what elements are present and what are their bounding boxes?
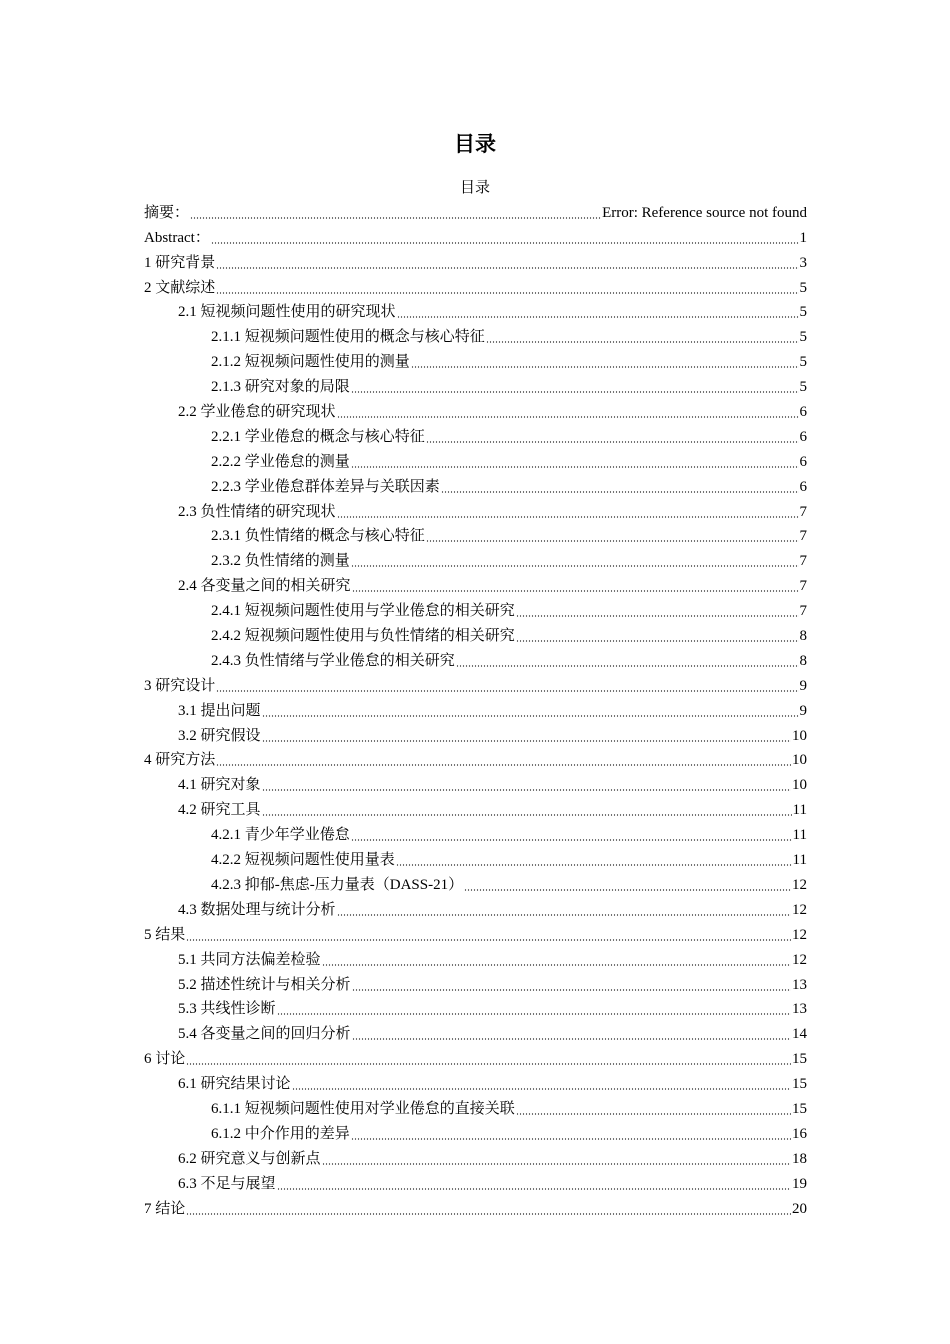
dot-leader <box>337 416 799 418</box>
toc-entry[interactable] <box>144 896 807 921</box>
dot-leader <box>351 565 799 567</box>
dot-leader <box>186 939 791 941</box>
dot-leader <box>351 839 792 841</box>
toc-entry[interactable] <box>144 771 807 796</box>
toc-entry-label: 6.1.1 短视频问题性使用对学业倦怠的直接关联 <box>211 1100 515 1117</box>
toc-entry[interactable] <box>144 697 807 722</box>
toc-entry-label: 2.2.3 学业倦怠群体差异与关联因素 <box>211 478 440 495</box>
dot-leader <box>351 1138 791 1140</box>
toc-entry-page-number: 6 <box>799 428 807 445</box>
toc-entry-label: 2.4 各变量之间的相关研究 <box>178 578 351 595</box>
toc-entry-label: 2.4.1 短视频问题性使用与学业倦怠的相关研究 <box>211 603 515 620</box>
dot-leader <box>426 540 799 542</box>
toc-entry-page-number: 13 <box>792 1001 807 1018</box>
toc-entry[interactable] <box>144 473 807 498</box>
dot-leader <box>277 1188 791 1190</box>
dot-leader <box>464 889 791 891</box>
toc-entry-label: 5.4 各变量之间的回归分析 <box>178 1026 351 1043</box>
toc-entry-label: 4.2.3 抑郁-焦虑-压力量表（DASS-21） <box>211 876 464 893</box>
dot-leader <box>337 914 791 916</box>
toc-entry-page-number: 12 <box>792 951 807 968</box>
toc-entry-page-number: 12 <box>792 901 807 918</box>
toc-entry-page-number: 1 <box>799 229 807 246</box>
toc-entry-page-number: 20 <box>792 1200 807 1217</box>
toc-entry-label: 3.1 提出问题 <box>178 702 261 719</box>
toc-entry[interactable] <box>144 448 807 473</box>
dot-leader <box>456 665 799 667</box>
dot-leader <box>292 1088 791 1090</box>
toc-entry-page-number: 5 <box>799 329 807 346</box>
toc-entry[interactable] <box>144 199 807 224</box>
toc-entry-label: 摘要： <box>144 204 190 221</box>
toc-entry[interactable] <box>144 224 807 249</box>
toc-entry-label: 2.3.1 负性情绪的概念与核心特征 <box>211 528 425 545</box>
toc-entry[interactable] <box>144 423 807 448</box>
toc-entry-label: 6.1.2 中介作用的差异 <box>211 1125 350 1142</box>
dot-leader <box>216 292 798 294</box>
toc-entry[interactable] <box>144 996 807 1021</box>
toc-entry-label: 4 研究方法 <box>144 752 216 769</box>
toc-entry-page-number: 5 <box>799 279 807 296</box>
toc-entry-label: 5.1 共同方法偏差检验 <box>178 951 321 968</box>
toc-entry-label: 1 研究背景 <box>144 254 216 271</box>
toc-entry-page-number: Error: Reference source not found <box>602 204 807 221</box>
toc-entry-label: 2.1 短视频问题性使用的研究现状 <box>178 304 396 321</box>
dot-leader <box>322 1163 791 1165</box>
toc-entry-label: 2.1.1 短视频问题性使用的概念与核心特征 <box>211 329 485 346</box>
toc-entry-label: 2.4.2 短视频问题性使用与负性情绪的相关研究 <box>211 628 515 645</box>
toc-entry-page-number: 13 <box>792 976 807 993</box>
toc-entry[interactable] <box>144 871 807 896</box>
toc-entry-page-number: 9 <box>799 677 807 694</box>
toc-entry-label: 2.1.3 研究对象的局限 <box>211 379 350 396</box>
toc-entry-label: 4.2.2 短视频问题性使用量表 <box>211 852 395 869</box>
dot-leader <box>216 764 791 766</box>
toc-entry[interactable] <box>144 274 807 299</box>
dot-leader <box>351 466 799 468</box>
toc-entry-page-number: 7 <box>799 603 807 620</box>
dot-leader <box>211 242 799 244</box>
dot-leader <box>262 789 791 791</box>
toc-entry-label: 5.3 共线性诊断 <box>178 1001 276 1018</box>
toc-entry-label: 2.2.2 学业倦怠的测量 <box>211 453 350 470</box>
toc-subheading: 目录 <box>459 180 490 196</box>
toc-entry-page-number: 12 <box>792 876 807 893</box>
toc-entry-label: 5.2 描述性统计与相关分析 <box>178 976 351 993</box>
toc-entry-page-number: 11 <box>792 852 807 869</box>
toc-entry-page-number: 14 <box>792 1026 807 1043</box>
toc-entry[interactable] <box>144 1095 807 1120</box>
toc-entry[interactable] <box>144 722 807 747</box>
dot-leader <box>277 1013 791 1015</box>
toc-entry[interactable] <box>144 672 807 697</box>
toc-entry[interactable] <box>144 821 807 846</box>
toc-entry-page-number: 5 <box>799 304 807 321</box>
dot-leader <box>516 640 799 642</box>
toc-entry[interactable] <box>144 249 807 274</box>
dot-leader <box>397 316 799 318</box>
toc-entry-page-number: 11 <box>792 827 807 844</box>
toc-entry[interactable] <box>144 1020 807 1045</box>
toc-entry[interactable] <box>144 921 807 946</box>
toc-entry-page-number: 5 <box>799 379 807 396</box>
toc-entry-page-number: 10 <box>792 777 807 794</box>
toc-entry-label: 4.1 研究对象 <box>178 777 261 794</box>
toc-entry-label: 2.1.2 短视频问题性使用的测量 <box>211 354 410 371</box>
toc-entry-label: 3.2 研究假设 <box>178 727 261 744</box>
toc-entry-page-number: 6 <box>799 478 807 495</box>
dot-leader <box>262 814 792 816</box>
dot-leader <box>216 690 798 692</box>
toc-entry-label: 4.2.1 青少年学业倦怠 <box>211 827 350 844</box>
toc-entry[interactable] <box>144 647 807 672</box>
toc-entry-label: 3 研究设计 <box>144 677 216 694</box>
toc-entry-label: 2.2 学业倦怠的研究现状 <box>178 404 336 421</box>
dot-leader <box>216 267 798 269</box>
toc-entry[interactable] <box>144 1195 807 1220</box>
toc-entry[interactable] <box>144 597 807 622</box>
toc-entry[interactable] <box>144 373 807 398</box>
toc-entry-label: 5 结果 <box>144 926 186 943</box>
toc-entry-label: 6.1 研究结果讨论 <box>178 1076 291 1093</box>
toc-entry-page-number: 6 <box>799 453 807 470</box>
toc-entry-label: Abstract： <box>144 229 210 246</box>
toc-entry-page-number: 6 <box>799 404 807 421</box>
toc-entry-page-number: 5 <box>799 354 807 371</box>
toc-entry[interactable] <box>144 1120 807 1145</box>
toc-entry-page-number: 16 <box>792 1125 807 1142</box>
toc-entry[interactable] <box>144 971 807 996</box>
dot-leader <box>322 964 791 966</box>
dot-leader <box>337 516 799 518</box>
toc-entry-label: 2.3 负性情绪的研究现状 <box>178 503 336 520</box>
toc-entry-page-number: 12 <box>792 926 807 943</box>
toc-entry-page-number: 15 <box>792 1076 807 1093</box>
dot-leader <box>411 366 799 368</box>
toc-entry-page-number: 7 <box>799 553 807 570</box>
toc-entry[interactable] <box>144 523 807 548</box>
toc-entry[interactable] <box>144 572 807 597</box>
dot-leader <box>516 615 799 617</box>
toc-entry-page-number: 15 <box>792 1051 807 1068</box>
toc-entry[interactable] <box>144 1045 807 1070</box>
toc-entry-page-number: 19 <box>792 1175 807 1192</box>
toc-entry-page-number: 18 <box>792 1150 807 1167</box>
toc-entry-page-number: 9 <box>799 702 807 719</box>
toc-entry-page-number: 3 <box>799 254 807 271</box>
toc-entry[interactable] <box>144 547 807 572</box>
dot-leader <box>486 341 799 343</box>
table-of-contents <box>144 199 807 1220</box>
dot-leader <box>352 590 799 592</box>
toc-entry[interactable] <box>144 622 807 647</box>
dot-leader <box>262 715 799 717</box>
dot-leader <box>352 1038 791 1040</box>
toc-entry-label: 4.3 数据处理与统计分析 <box>178 901 336 918</box>
toc-entry[interactable] <box>144 946 807 971</box>
dot-leader <box>516 1113 791 1115</box>
toc-entry[interactable] <box>144 796 807 821</box>
dot-leader <box>186 1063 791 1065</box>
toc-entry-page-number: 11 <box>792 802 807 819</box>
toc-entry-label: 6 讨论 <box>144 1051 186 1068</box>
toc-heading: 目录 <box>454 132 496 156</box>
toc-entry-label: 2.2.1 学业倦怠的概念与核心特征 <box>211 428 425 445</box>
toc-entry[interactable] <box>144 1070 807 1095</box>
toc-entry[interactable] <box>144 348 807 373</box>
toc-entry-page-number: 7 <box>799 528 807 545</box>
toc-entry-page-number: 8 <box>799 628 807 645</box>
toc-entry-page-number: 7 <box>799 503 807 520</box>
toc-entry-label: 6.2 研究意义与创新点 <box>178 1150 321 1167</box>
dot-leader <box>262 740 791 742</box>
toc-entry[interactable] <box>144 846 807 871</box>
toc-entry-page-number: 7 <box>799 578 807 595</box>
toc-entry[interactable] <box>144 398 807 423</box>
toc-entry-page-number: 8 <box>799 652 807 669</box>
toc-entry-label: 2 文献综述 <box>144 279 216 296</box>
dot-leader <box>441 491 799 493</box>
toc-entry-label: 2.3.2 负性情绪的测量 <box>211 553 350 570</box>
toc-entry-label: 7 结论 <box>144 1200 186 1217</box>
toc-entry-page-number: 10 <box>792 727 807 744</box>
toc-entry[interactable] <box>144 1145 807 1170</box>
toc-entry-label: 2.4.3 负性情绪与学业倦怠的相关研究 <box>211 652 455 669</box>
toc-entry-label: 6.3 不足与展望 <box>178 1175 276 1192</box>
dot-leader <box>351 391 799 393</box>
toc-entry[interactable] <box>144 498 807 523</box>
toc-entry[interactable] <box>144 323 807 348</box>
dot-leader <box>426 441 799 443</box>
dot-leader <box>396 864 792 866</box>
dot-leader <box>352 989 791 991</box>
dot-leader <box>190 217 601 219</box>
toc-entry-page-number: 15 <box>792 1100 807 1117</box>
toc-entry[interactable] <box>144 299 807 324</box>
toc-entry[interactable] <box>144 1170 807 1195</box>
dot-leader <box>186 1213 791 1215</box>
toc-entry[interactable] <box>144 747 807 772</box>
toc-entry-page-number: 10 <box>792 752 807 769</box>
toc-entry-label: 4.2 研究工具 <box>178 802 261 819</box>
